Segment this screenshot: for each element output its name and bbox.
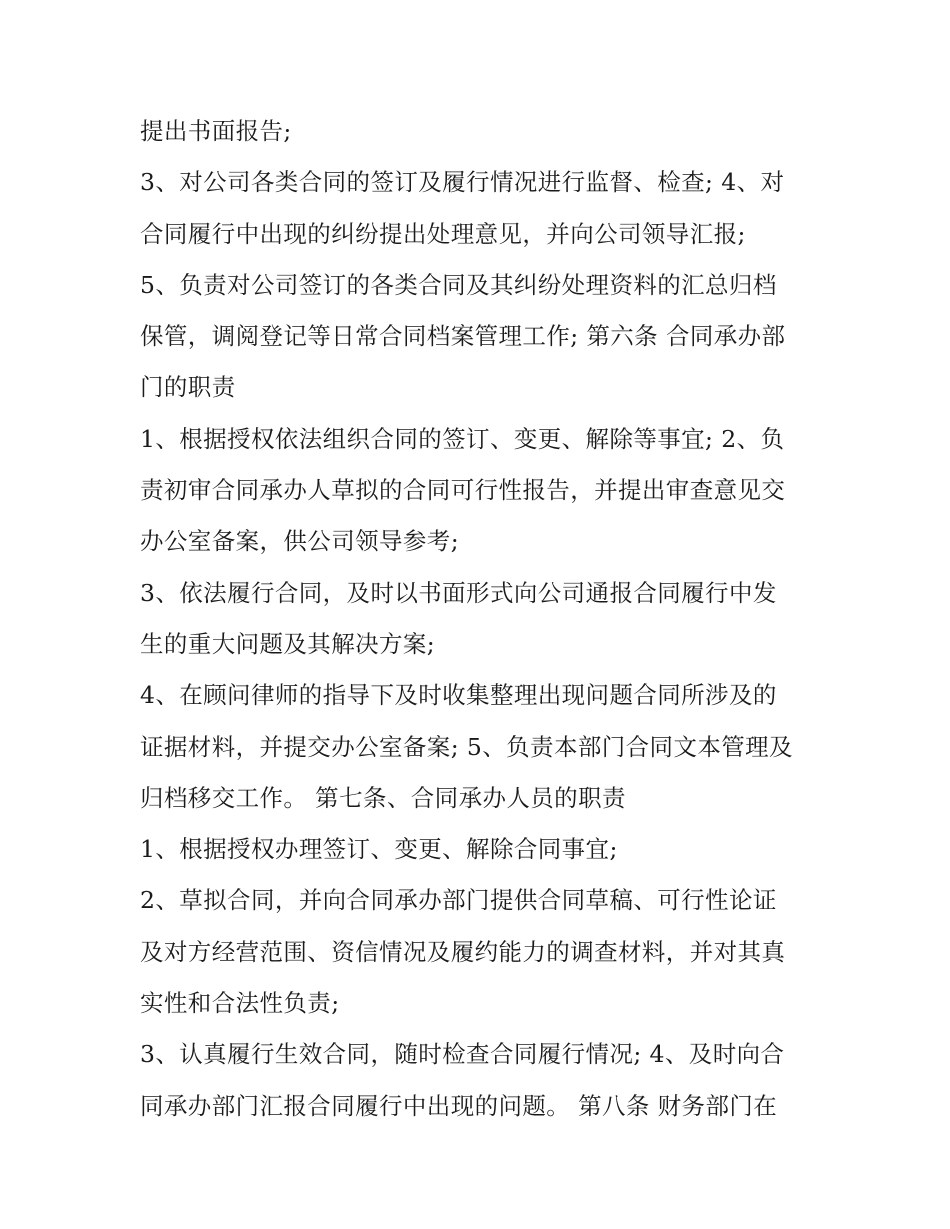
text-line: 保管，调阅登记等日常合同档案管理工作; 第六条 合同承办部 — [140, 322, 786, 351]
text-line: 归档移交工作。 第七条、合同承办人员的职责 — [140, 783, 626, 812]
text-line: 同承办部门汇报合同履行中出现的问题。 第八条 财务部门在 — [140, 1091, 778, 1120]
text-line: 1、根据授权依法组织合同的签订、变更、解除等事宜; 2、负 — [140, 424, 785, 453]
text-line: 实性和合法性负责; — [140, 989, 340, 1018]
text-line: 证据材料，并提交办公室备案; 5、负责本部门合同文本管理及 — [140, 732, 793, 761]
text-line: 提出书面报告; — [140, 117, 292, 145]
text-line: 生的重大问题及其解决方案; — [140, 629, 436, 658]
text-line: 3、认真履行生效合同，随时检查合同履行情况; 4、及时向合 — [140, 1040, 785, 1069]
text-line: 3、对公司各类合同的签订及履行情况进行监督、检查; 4、对 — [140, 168, 785, 197]
text-line: 合同履行中出现的纠纷提出处理意见，并向公司领导汇报; — [140, 219, 746, 248]
text-line: 5、负责对公司签订的各类合同及其纠纷处理资料的汇总归档 — [140, 270, 777, 299]
text-line: 责初审合同承办人草拟的合同可行性报告，并提出审查意见交 — [140, 476, 786, 505]
text-line: 门的职责 — [140, 373, 236, 402]
text-line: 4、在顾问律师的指导下及时收集整理出现问题合同所涉及的 — [140, 681, 777, 710]
document-body — [140, 106, 820, 1132]
text-line: 及对方经营范围、资信情况及履约能力的调查材料，并对其真 — [140, 937, 786, 966]
text-line: 2、草拟合同，并向合同承办部门提供合同草稿、可行性论证 — [140, 886, 777, 915]
text-line: 3、依法履行合同，及时以书面形式向公司通报合同履行中发 — [140, 578, 777, 607]
text-line: 办公室备案，供公司领导参考; — [140, 527, 460, 556]
text-line: 1、根据授权办理签订、变更、解除合同事宜; — [140, 835, 618, 864]
